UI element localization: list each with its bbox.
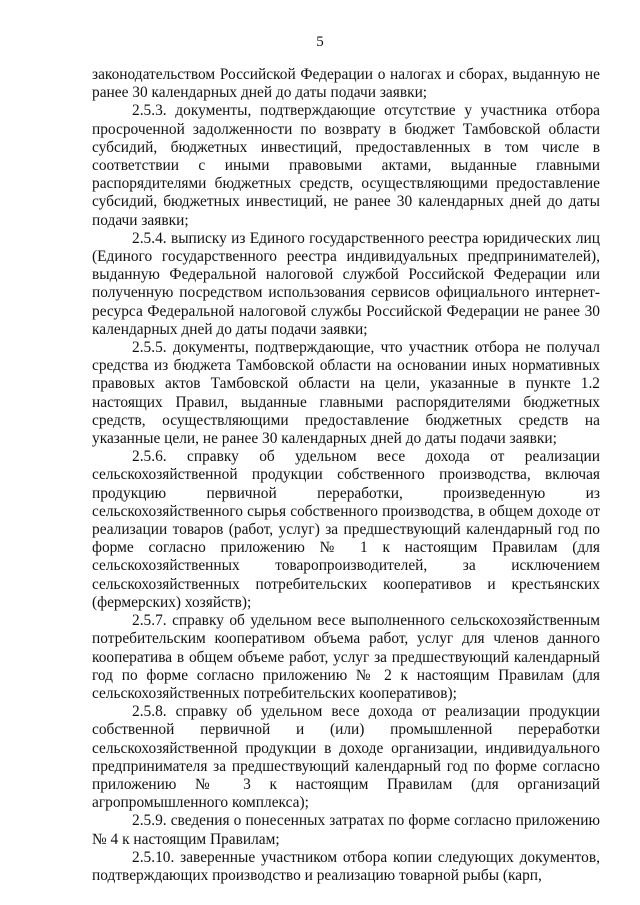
paragraph-2-5-5: 2.5.5. документы, подтверждающие, что участник отбора не получал средства из бюджета Тамбовской области на основании иных нормативных правовых актов Тамбовской области на цели, указанные в пункте 1.2 настоящих Правил, выданные главными распорядителями бюджетных средств, осуществляющими предоставление бюджетных средств на указанные цели, не ранее 30 календарных дней до даты подачи заявки; [92,339,600,448]
document-body [92,66,600,885]
page-number: 5 [316,34,324,50]
paragraph-2-5-7: 2.5.7. справку об удельном весе выполненного сельскохозяйственным потребительским кооперативом объема работ, услуг для членов данного кооператива в общем объеме работ, услуг за предшествующий календарный год по форме согласно приложению № 2 к настоящим Правилам (для сельскохозяйственных потребительских кооперативов); [92,612,600,702]
paragraph-2-5-9: 2.5.9. сведения о понесенных затратах по форме согласно приложению № 4 к настоящим Правилам; [92,812,600,848]
paragraph-2-5-4: 2.5.4. выписку из Единого государственного реестра юридических лиц (Единого государственного реестра индивидуальных предпринимателей), выданную Федеральной налоговой службой Российской Федерации или полученную посредством использования сервисов официального интернет-ресурса Федеральной налоговой службы Российской Федерации не ранее 30 календарных дней до даты подачи заявки; [92,229,600,338]
paragraph-2-5-6: 2.5.6. справку об удельном весе дохода от реализации сельскохозяйственной продукции собственного производства, включая продукцию первичной переработки, произведенную из сельскохозяйственного сырья собственного производства, в общем доходе от реализации товаров (работ, услуг) за предшествующий календарный год по форме согласно приложению № 1 к настоящим Правилам (для сельскохозяйственных товаропроизводителей, за исключением сельскохозяйственных потребительских кооперативов и крестьянских (фермерских) хозяйств); [92,448,600,611]
paragraph-2-5-10: 2.5.10. заверенные участником отбора копии следующих документов, подтверждающих производство и реализацию товарной рыбы (карп, [92,848,600,884]
paragraph-2-5-3: 2.5.3. документы, подтверждающие отсутствие у участника отбора просроченной задолженности по возврату в бюджет Тамбовской области субсидий, бюджетных инвестиций, предоставленных в том числе в соответствии с иными правовыми актами, выданные главными распорядителями бюджетных средств, осуществляющими предоставление субсидий, бюджетных инвестиций, не ранее 30 календарных дней до даты подачи заявки; [92,102,600,229]
paragraph-continuation: законодательством Российской Федерации о налогах и сборах, выданную не ранее 30 календарных дней до даты подачи заявки; [92,66,600,102]
paragraph-2-5-8: 2.5.8. справку об удельном весе дохода от реализации продукции собственной первичной и (или) промышленной переработки сельскохозяйственной продукции в доходе организации, индивидуального предпринимателя за предшествующий календарный год по форме согласно приложению № 3 к настоящим Правилам (для организаций агропромышленного комплекса); [92,703,600,812]
